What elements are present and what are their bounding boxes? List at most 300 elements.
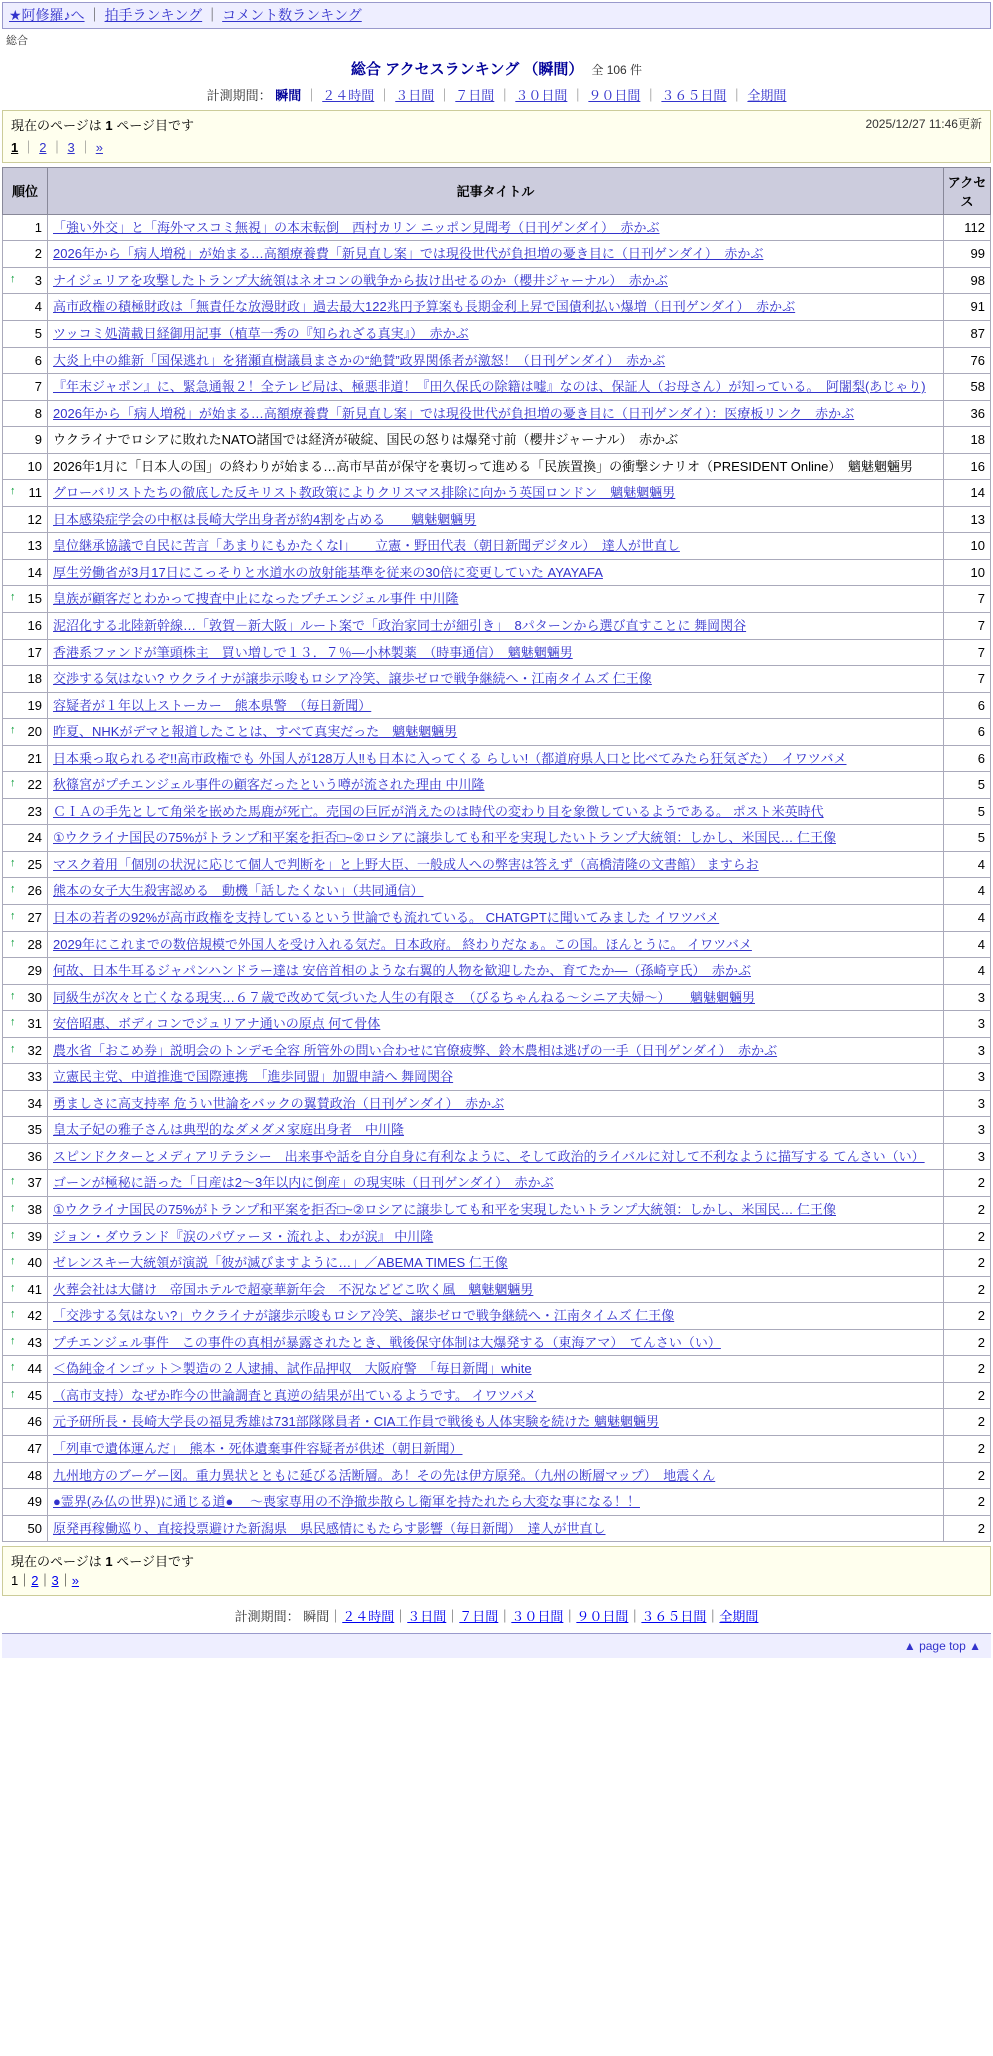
article-title-cell[interactable] xyxy=(48,1409,944,1436)
article-title-cell[interactable] xyxy=(48,1223,944,1250)
period-option-all-top[interactable]: 全期間 xyxy=(747,87,787,103)
table-row xyxy=(3,374,991,401)
table-row xyxy=(3,719,991,746)
access-count-cell: 3 xyxy=(944,1143,991,1170)
rank-cell xyxy=(3,267,48,294)
article-title-link[interactable]: 2026年から「病人増税」が始まる…高額療養費「新見直し案」では現役世代が負担増の憂き目に（日刊ゲンダイ） 赤かぶ xyxy=(53,246,764,262)
article-title-link[interactable]: ツッコミ処満載日経御用記事（植草一秀の『知られざる真実』） 赤かぶ xyxy=(53,325,469,341)
article-title-cell[interactable] xyxy=(48,1435,944,1462)
rank-number: 15 xyxy=(27,591,42,607)
rank-number: 10 xyxy=(27,458,42,474)
access-count-cell: 58 xyxy=(944,374,991,401)
period-option-7d-bottom[interactable]: ７日間 xyxy=(459,1609,499,1625)
rank-up-icon: ↑ xyxy=(10,883,16,896)
page-info-bar-bottom xyxy=(2,1546,991,1596)
table-row xyxy=(3,1011,991,1038)
rank-number: 44 xyxy=(27,1361,42,1377)
article-title-cell[interactable] xyxy=(48,374,944,401)
article-title-cell[interactable] xyxy=(48,1356,944,1383)
article-title-link[interactable]: ゴーンが極秘に語った「日産は2〜3年以内に倒産」の現実味（日刊ゲンダイ） 赤かぶ xyxy=(53,1175,554,1191)
rank-up-icon: ↑ xyxy=(10,856,16,869)
article-title-cell[interactable] xyxy=(48,1276,944,1303)
period-option-30d-bottom[interactable]: ３０日間 xyxy=(511,1609,564,1625)
period-label-top: 計測期間： xyxy=(206,87,272,103)
page-info-number-bottom: 1 xyxy=(105,1554,113,1570)
rank-number: 19 xyxy=(27,697,42,713)
period-sep-bottom-7: ｜ xyxy=(706,1609,720,1625)
article-title-cell[interactable] xyxy=(48,958,944,985)
rank-up-icon: ↑ xyxy=(10,1334,16,1347)
article-title-link[interactable]: ゼレンスキー大統領が演説「彼が滅びますように…」／ABEMA TIMES 仁王像 xyxy=(53,1255,508,1271)
article-title-cell[interactable] xyxy=(48,480,944,507)
rank-cell xyxy=(3,374,48,401)
article-title-link[interactable]: 火葬会社は大儲け 帝国ホテルで超豪華新年会 不況などどこ吹く風 魑魅魍魎男 xyxy=(53,1281,534,1297)
access-count-cell: 91 xyxy=(944,294,991,321)
rank-cell xyxy=(3,1143,48,1170)
pager-next-bottom[interactable]: » xyxy=(71,1573,79,1589)
access-count-cell: 3 xyxy=(944,1117,991,1144)
rank-up-icon: ↑ xyxy=(10,910,16,923)
period-sep-bottom-2: ｜ xyxy=(394,1609,408,1625)
article-title-cell[interactable] xyxy=(48,984,944,1011)
period-option-7d-top[interactable]: ７日間 xyxy=(455,87,495,103)
rank-up-icon: ↑ xyxy=(10,1255,16,1268)
article-title-link[interactable]: 日本乗っ取られるぞ!!高市政権でも 外国人が128万人‼も日本に入ってくる らしい!（都道府県人口と比べてみたら狂気ざた） イワツバメ xyxy=(53,750,847,766)
article-title-link[interactable]: 「交渉する気はない?」ウクライナが譲歩示唆もロシア冷笑、譲歩ゼロで戦争継続へ・江南タイムズ 仁王像 xyxy=(53,1308,675,1324)
pager-sep-bottom-3: ｜ xyxy=(58,1573,72,1589)
article-title-cell[interactable] xyxy=(48,1303,944,1330)
article-title-cell[interactable] xyxy=(48,692,944,719)
article-title-link[interactable]: ①ウクライナ国民の75%がトランプ和平案を拒否□~②ロシアに譲歩しても和平を実現したいトランプ大統領：しかし、米国民… 仁王像 xyxy=(53,830,836,846)
rank-number: 21 xyxy=(27,750,42,766)
rank-cell xyxy=(3,480,48,507)
rank-number: 12 xyxy=(27,511,42,527)
article-title-link[interactable]: プチエンジェル事件 この事件の真相が暴露されたとき、戦後保守体制は大爆発する（東海アマ） てんさい（い） xyxy=(53,1334,721,1350)
access-count-cell: 10 xyxy=(944,533,991,560)
article-title-cell[interactable] xyxy=(48,1462,944,1489)
rank-up-icon: ↑ xyxy=(10,1308,16,1321)
page-info-suffix-top: ページ目です xyxy=(116,117,194,133)
article-title-link[interactable]: 日本の若者の92%が高市政権を支持しているという世論でも流れている。 CHATGPTに聞いてみました イワツバメ xyxy=(53,910,720,926)
article-title-cell[interactable] xyxy=(48,400,944,427)
access-count-cell: 4 xyxy=(944,931,991,958)
article-title-cell[interactable] xyxy=(48,719,944,746)
rank-up-icon: ↑ xyxy=(10,1361,16,1374)
rank-up-icon: ↑ xyxy=(10,1387,16,1400)
table-row xyxy=(3,480,991,507)
period-sep-top-3: ｜ xyxy=(438,87,452,103)
period-sep-top-5: ｜ xyxy=(571,87,585,103)
access-count-cell: 6 xyxy=(944,719,991,746)
table-row xyxy=(3,400,991,427)
rank-cell xyxy=(3,1011,48,1038)
table-row xyxy=(3,745,991,772)
access-count-cell: 4 xyxy=(944,958,991,985)
access-count-cell: 7 xyxy=(944,613,991,640)
article-title-cell[interactable] xyxy=(48,559,944,586)
article-title-link[interactable]: ＜偽純金インゴット＞製造の２人逮捕、試作品押収 大阪府警 「毎日新聞」white xyxy=(53,1361,532,1377)
page-top-link[interactable]: ▲ page top ▲ xyxy=(903,1639,981,1654)
rank-cell xyxy=(3,506,48,533)
table-row xyxy=(3,613,991,640)
rank-cell xyxy=(3,586,48,613)
article-title-link[interactable]: 皇族が顧客だとわかって捜査中止になったプチエンジェル事件 中川隆 xyxy=(53,591,459,607)
article-title-cell[interactable] xyxy=(48,1250,944,1277)
rank-cell xyxy=(3,905,48,932)
rank-cell xyxy=(3,984,48,1011)
article-title-link[interactable]: 立憲民主党、中道推進で国際連携 「進歩同盟」加盟申請へ 舞岡関谷 xyxy=(53,1069,454,1085)
rank-cell xyxy=(3,613,48,640)
table-row xyxy=(3,427,991,454)
article-title-link[interactable]: ①ウクライナ国民の75%がトランプ和平案を拒否□~②ロシアに譲歩しても和平を実現したいトランプ大統領：しかし、米国民… 仁王像 xyxy=(53,1202,836,1218)
article-title-cell[interactable] xyxy=(48,798,944,825)
pager-sep-top-3: ｜ xyxy=(78,139,92,155)
article-title-cell[interactable] xyxy=(48,586,944,613)
table-row xyxy=(3,267,991,294)
access-count-cell: 2 xyxy=(944,1250,991,1277)
access-count-cell: 5 xyxy=(944,798,991,825)
column-header-access: アクセス xyxy=(944,167,991,214)
period-option-all-bottom[interactable]: 全期間 xyxy=(719,1609,759,1625)
rank-up-icon: ↑ xyxy=(10,777,16,790)
rank-number: 25 xyxy=(27,856,42,872)
period-option-instant-top[interactable]: 瞬間 xyxy=(275,87,302,103)
table-row xyxy=(3,1064,991,1091)
rank-number: 48 xyxy=(27,1467,42,1483)
access-count-cell: 112 xyxy=(944,214,991,241)
article-title-text: 2026年1月に「日本人の国」の終わりが始まる…高市早苗が保守を裏切って進める「民族置換」の衝撃シナリオ（PRESIDENT Online） 魑魅魍魎男 xyxy=(53,458,913,474)
rank-cell xyxy=(3,214,48,241)
article-title-link[interactable]: スピンドクターとメディアリテラシー 出来事や話を自分自身に有利なように、そして政治的ライバルに対して不利なように描写する てんさい（い） xyxy=(53,1148,925,1164)
period-selector-top xyxy=(0,81,993,110)
pager-page-2-top[interactable]: 2 xyxy=(39,139,47,155)
rank-number: 29 xyxy=(27,963,42,979)
article-title-cell[interactable] xyxy=(48,878,944,905)
pager-page-1-bottom[interactable]: 1 xyxy=(11,1573,19,1589)
table-row xyxy=(3,1037,991,1064)
period-option-3d-top[interactable]: ３日間 xyxy=(395,87,435,103)
article-title-link[interactable]: 2029年にこれまでの数倍規模で外国人を受け入れる気だ。日本政府。 終わりだなぁ。この国。ほんとうに。 イワツバメ xyxy=(53,936,752,952)
rank-cell xyxy=(3,400,48,427)
table-row xyxy=(3,1197,991,1224)
rank-number: 4 xyxy=(34,299,42,315)
table-row xyxy=(3,1170,991,1197)
access-count-cell: 3 xyxy=(944,1037,991,1064)
rank-cell xyxy=(3,294,48,321)
article-title-cell[interactable] xyxy=(48,1090,944,1117)
table-row xyxy=(3,241,991,268)
access-count-cell: 3 xyxy=(944,984,991,1011)
article-title-link[interactable]: ●霊界(み仏の世界)に通じる道● 〜喪家専用の不浄撤歩散らし衛軍を持たれたら大変な事になる！！ xyxy=(53,1494,640,1510)
rank-number: 37 xyxy=(27,1175,42,1191)
pager-page-1-top[interactable]: 1 xyxy=(11,139,19,155)
period-sep-top-4: ｜ xyxy=(498,87,512,103)
table-row xyxy=(3,559,991,586)
table-row xyxy=(3,878,991,905)
period-sep-top-6: ｜ xyxy=(644,87,658,103)
article-title-link[interactable]: 農水省「おこめ券」説明会のトンデモ全容 所管外の問い合わせに官僚疲弊、鈴木農相は逃げの一手（日刊ゲンダイ） 赤かぶ xyxy=(53,1042,778,1058)
article-title-cell[interactable] xyxy=(48,1064,944,1091)
article-title-cell[interactable] xyxy=(48,294,944,321)
period-option-365d-bottom[interactable]: ３６５日間 xyxy=(641,1609,707,1625)
article-title-cell[interactable] xyxy=(48,745,944,772)
article-title-link[interactable]: グローバリストたちの徹底した反キリスト教政策によりクリスマス排除に向かう英国ロンドン 魑魅魍魎男 xyxy=(53,485,676,501)
access-count-cell: 2 xyxy=(944,1197,991,1224)
table-row xyxy=(3,347,991,374)
access-count-cell: 7 xyxy=(944,666,991,693)
rank-number: 46 xyxy=(27,1414,42,1430)
table-row xyxy=(3,798,991,825)
article-title-link[interactable]: 「強い外交」と「海外マスコミ無視」の本末転倒 西村カリン ニッポン見聞考（日刊ゲンダイ） 赤かぶ xyxy=(53,219,660,235)
access-count-cell: 16 xyxy=(944,453,991,480)
article-title-cell[interactable] xyxy=(48,347,944,374)
rank-up-icon: ↑ xyxy=(10,1202,16,1215)
table-row xyxy=(3,453,991,480)
table-row xyxy=(3,905,991,932)
rank-cell xyxy=(3,1276,48,1303)
article-title-cell[interactable] xyxy=(48,825,944,852)
article-title-cell[interactable] xyxy=(48,267,944,294)
article-title-link[interactable]: （高市支持）なぜか昨今の世論調査と真逆の結果が出ているようです。 イワツバメ xyxy=(53,1387,537,1403)
rank-number: 9 xyxy=(34,432,42,448)
table-row xyxy=(3,1303,991,1330)
article-title-link[interactable]: 同級生が次々と亡くなる現実…６７歳で改めて気づいた人生の有限さ （びるちゃんねる〜シニア夫婦〜） 魑魅魍魎男 xyxy=(53,989,756,1005)
article-title-link[interactable]: 何故、日本牛耳るジャパンハンドラー達は 安倍首相のような右翼的人物を歓迎したか、育てたか—（孫崎亨氏） 赤かぶ xyxy=(53,963,751,979)
nav-link-asyura[interactable]: ★阿修羅♪へ xyxy=(9,7,85,23)
rank-number: 45 xyxy=(27,1387,42,1403)
article-title-cell[interactable] xyxy=(48,772,944,799)
article-title-link[interactable]: 2026年から「病人増税」が始まる…高額療養費「新見直し案」では現役世代が負担増の憂き目に（日刊ゲンダイ）：医療板リンク 赤かぶ xyxy=(53,405,855,421)
article-title-cell[interactable] xyxy=(48,241,944,268)
pager-page-3-top[interactable]: 3 xyxy=(67,139,75,155)
access-count-cell: 2 xyxy=(944,1462,991,1489)
article-title-link[interactable]: マスク着用「個別の状況に応じて個人で判断を」と上野大臣、一般成人への弊害は答えず（高橋清隆の文書館） ますらお xyxy=(53,856,759,872)
rank-cell xyxy=(3,1250,48,1277)
pager-sep-bottom-1: ｜ xyxy=(18,1573,32,1589)
rank-number: 2 xyxy=(34,246,42,262)
article-title-cell xyxy=(48,427,944,454)
period-option-instant-bottom[interactable]: 瞬間 xyxy=(303,1609,330,1625)
rank-number: 43 xyxy=(27,1334,42,1350)
article-title-cell[interactable] xyxy=(48,931,944,958)
ranking-table xyxy=(2,167,991,1542)
table-row xyxy=(3,294,991,321)
rank-cell xyxy=(3,1037,48,1064)
article-title-link[interactable]: 皇位継承協議で自民に苦言「あまりにもかたくなا」 立憲・野田代表（朝日新聞デジタル） 達人が世直し xyxy=(53,538,680,554)
article-title-link[interactable]: 泥沼化する北陸新幹線…「敦賀－新大阪」ルート案で「政治家同士が細引き」 8パターンから選び直すことに 舞岡関谷 xyxy=(53,618,747,633)
total-count: 全 106 件 xyxy=(591,62,643,77)
rank-cell xyxy=(3,719,48,746)
article-title-link[interactable]: 原発再稼働巡り、直接投票避けた新潟県 県民感情にもたらす影響（毎日新聞） 達人が世直し xyxy=(53,1520,606,1536)
article-title-link[interactable]: 日本感染症学会の中枢は長崎大学出身者が約4割を占める 魑魅魍魎男 xyxy=(53,511,477,527)
rank-cell xyxy=(3,931,48,958)
rank-number: 8 xyxy=(34,405,42,421)
article-title-link[interactable]: 熊本の女子大生殺害認める 動機「話したくない」（共同通信） xyxy=(53,883,424,899)
article-title-cell[interactable] xyxy=(48,1489,944,1516)
article-title-cell[interactable] xyxy=(48,851,944,878)
article-title-link[interactable]: 厚生労働省が3月17日にこっそりと水道水の放射能基準を従来の30倍に変更していた AYAYAFA xyxy=(53,564,603,580)
access-count-cell: 2 xyxy=(944,1223,991,1250)
access-count-cell: 2 xyxy=(944,1409,991,1436)
article-title-cell[interactable] xyxy=(48,1117,944,1144)
article-title-cell[interactable] xyxy=(48,613,944,640)
article-title-cell[interactable] xyxy=(48,1515,944,1542)
rank-number: 24 xyxy=(27,830,42,846)
article-title-cell[interactable] xyxy=(48,1197,944,1224)
table-row xyxy=(3,1356,991,1383)
rank-number: 7 xyxy=(34,379,42,395)
period-sep-top-1: ｜ xyxy=(305,87,319,103)
rank-up-icon: ↑ xyxy=(10,1042,16,1055)
nav-link-comment-ranking[interactable]: コメント数ランキング xyxy=(222,7,362,23)
rank-up-icon: ↑ xyxy=(10,1175,16,1188)
period-option-3d-bottom[interactable]: ３日間 xyxy=(407,1609,447,1625)
page-info-bar-top xyxy=(2,110,991,163)
article-title-link[interactable]: 高市政権の積極財政は「無責任な放漫財政」過去最大122兆円予算案も長期金利上昇で国債利払い爆増（日刊ゲンダイ） 赤かぶ xyxy=(53,299,796,315)
period-option-365d-top[interactable]: ３６５日間 xyxy=(661,87,727,103)
top-navigation xyxy=(2,2,991,29)
access-count-cell: 2 xyxy=(944,1356,991,1383)
access-count-cell: 98 xyxy=(944,267,991,294)
rank-cell xyxy=(3,851,48,878)
period-option-24h-top[interactable]: ２４時間 xyxy=(322,87,375,103)
article-title-link[interactable]: 交渉する気はない? ウクライナが譲歩示唆もロシア冷笑、譲歩ゼロで戦争継続へ・江南タイムズ 仁王像 xyxy=(53,671,652,687)
article-title-cell[interactable] xyxy=(48,666,944,693)
access-count-cell: 10 xyxy=(944,559,991,586)
access-count-cell: 2 xyxy=(944,1170,991,1197)
nav-separator-2: ｜ xyxy=(205,7,220,23)
period-sep-bottom-5: ｜ xyxy=(563,1609,577,1625)
access-count-cell: 6 xyxy=(944,745,991,772)
article-title-link[interactable]: 勇ましさに高支持率 危うい世論をバックの翼賛政治（日刊ゲンダイ） 赤かぶ xyxy=(53,1095,505,1111)
pager-page-3-bottom[interactable]: 3 xyxy=(51,1573,59,1589)
pager-sep-top-2: ｜ xyxy=(50,139,64,155)
article-title-link[interactable]: ナイジェリアを攻撃したトランプ大統領はネオコンの戦争から抜け出せるのか（櫻井ジャーナル） 赤かぶ xyxy=(53,272,668,288)
access-count-cell: 14 xyxy=(944,480,991,507)
rank-up-icon: ↑ xyxy=(10,936,16,949)
article-title-cell[interactable] xyxy=(48,639,944,666)
period-option-24h-bottom[interactable]: ２４時間 xyxy=(342,1609,395,1625)
article-title-cell[interactable] xyxy=(48,320,944,347)
table-row xyxy=(3,1462,991,1489)
article-title-cell[interactable] xyxy=(48,1037,944,1064)
rank-number: 38 xyxy=(27,1202,42,1218)
rank-cell xyxy=(3,1382,48,1409)
article-title-cell[interactable] xyxy=(48,905,944,932)
rank-up-icon: ↑ xyxy=(10,591,16,604)
article-title-link[interactable]: 香港系ファンドが筆頭株主 買い増しで１３．７％—小林製薬 （時事通信） 魑魅魍魎男 xyxy=(53,644,573,660)
access-count-cell: 3 xyxy=(944,1064,991,1091)
access-count-cell: 76 xyxy=(944,347,991,374)
article-title-link[interactable]: 元予研所長・長崎大学長の福見秀雄は731部隊隊員者・CIA工作員で戦後も人体実験を続けた 魑魅魍魎男 xyxy=(53,1414,659,1430)
access-count-cell: 5 xyxy=(944,825,991,852)
rank-cell xyxy=(3,1356,48,1383)
rank-number: 1 xyxy=(34,219,42,235)
rank-cell xyxy=(3,825,48,852)
page-title-block xyxy=(0,50,993,81)
rank-number: 17 xyxy=(27,644,42,660)
rank-cell xyxy=(3,559,48,586)
rank-number: 42 xyxy=(27,1308,42,1324)
table-row xyxy=(3,639,991,666)
rank-up-icon: ↑ xyxy=(10,272,16,285)
rank-number: 16 xyxy=(27,618,42,633)
rank-cell xyxy=(3,666,48,693)
rank-cell xyxy=(3,798,48,825)
last-updated-timestamp: 2025/12/27 11:46更新 xyxy=(865,116,982,131)
table-row xyxy=(3,1090,991,1117)
table-row xyxy=(3,1223,991,1250)
rank-number: 28 xyxy=(27,936,42,952)
article-title-cell[interactable] xyxy=(48,1329,944,1356)
article-title-link[interactable]: ＣＩＡの手先として角栄を嵌めた馬鹿が死亡。売国の巨匠が消えたのは時代の変わり目を象徴しているようである。 ポスト米英時代 xyxy=(53,803,824,819)
period-option-90d-bottom[interactable]: ９０日間 xyxy=(576,1609,629,1625)
rank-number: 6 xyxy=(34,352,42,368)
article-title-cell[interactable] xyxy=(48,533,944,560)
rank-number: 30 xyxy=(27,989,42,1005)
access-count-cell: 7 xyxy=(944,586,991,613)
table-row xyxy=(3,984,991,1011)
article-title-cell[interactable] xyxy=(48,1382,944,1409)
period-option-30d-top[interactable]: ３０日間 xyxy=(515,87,568,103)
article-title-cell[interactable] xyxy=(48,1170,944,1197)
rank-cell xyxy=(3,1064,48,1091)
access-count-cell: 2 xyxy=(944,1489,991,1516)
article-title-link[interactable]: 大炎上中の維新「国保逃れ」を猪瀬直樹議員まさかの“絶賛”政界関係者が激怒！（日刊ゲンダイ） 赤かぶ xyxy=(53,352,666,368)
nav-link-applause-ranking[interactable]: 拍手ランキング xyxy=(104,7,203,23)
article-title-link[interactable]: 昨夏、NHKがデマと報道したことは、すべて真実だった 魑魅魍魎男 xyxy=(53,724,458,740)
pager-next-top[interactable]: » xyxy=(95,139,103,155)
rank-cell xyxy=(3,1435,48,1462)
article-title-link[interactable]: ジョン・ダウランド『涙のパヴァーヌ・流れよ、わが涙』 中川隆 xyxy=(53,1228,434,1244)
rank-cell xyxy=(3,1489,48,1516)
pager-page-2-bottom[interactable]: 2 xyxy=(31,1573,39,1589)
article-title-cell[interactable] xyxy=(48,506,944,533)
rank-cell xyxy=(3,692,48,719)
table-row xyxy=(3,1409,991,1436)
rank-number: 14 xyxy=(27,564,42,580)
table-row xyxy=(3,772,991,799)
period-option-90d-top[interactable]: ９０日間 xyxy=(588,87,641,103)
page-info-number-top: 1 xyxy=(105,117,113,133)
table-row xyxy=(3,1515,991,1542)
article-title-link[interactable]: 容疑者が１年以上ストーカー 熊本県警 （毎日新聞） xyxy=(53,697,372,713)
article-title-link[interactable]: 安倍昭惠、ボディコンでジュリアナ通いの原点 何て骨体 xyxy=(53,1016,381,1032)
article-title-link[interactable]: 『年末ジャポン』に、緊急通報２！全テレビ局は、極悪非道！『田久保氏の除籍は嘘』なのは、保証人（お母さん）が知っている。 阿闍梨(あじゃり) xyxy=(53,379,926,395)
access-count-cell: 2 xyxy=(944,1515,991,1542)
period-sep-bottom-6: ｜ xyxy=(628,1609,642,1625)
article-title-cell[interactable] xyxy=(48,1011,944,1038)
access-count-cell: 2 xyxy=(944,1276,991,1303)
article-title-cell xyxy=(48,453,944,480)
article-title-link[interactable]: 秋篠宮がプチエンジェル事件の顧客だったという噂が流された理由 中川隆 xyxy=(53,777,485,793)
rank-cell xyxy=(3,1515,48,1542)
access-count-cell: 5 xyxy=(944,772,991,799)
pager-sep-bottom-2: ｜ xyxy=(38,1573,52,1589)
access-count-cell: 4 xyxy=(944,878,991,905)
period-sep-bottom-1: ｜ xyxy=(329,1609,343,1625)
article-title-cell[interactable] xyxy=(48,1143,944,1170)
article-title-link[interactable]: 「列車で遺体運んだ」 熊本・死体遺棄事件容疑者が供述（朝日新聞） xyxy=(53,1440,463,1456)
table-row xyxy=(3,1276,991,1303)
article-title-link[interactable]: 皇太子妃の雅子さんは典型的なダメダメ家庭出身者 中川隆 xyxy=(53,1122,405,1138)
period-selector-bottom xyxy=(0,1596,993,1633)
rank-cell xyxy=(3,1170,48,1197)
article-title-link[interactable]: 九州地方のブーゲー図。重力異状とともに延びる活断層。あ！その先は伊方原発。（九州の断層マップ） 地震くん xyxy=(53,1467,716,1483)
article-title-cell[interactable] xyxy=(48,214,944,241)
table-row xyxy=(3,692,991,719)
article-title-text: ウクライナでロシアに敗れたNATO諸国では経済が破綻、国民の怒りは爆発寸前（櫻井ジャーナル） 赤かぶ xyxy=(53,432,679,448)
